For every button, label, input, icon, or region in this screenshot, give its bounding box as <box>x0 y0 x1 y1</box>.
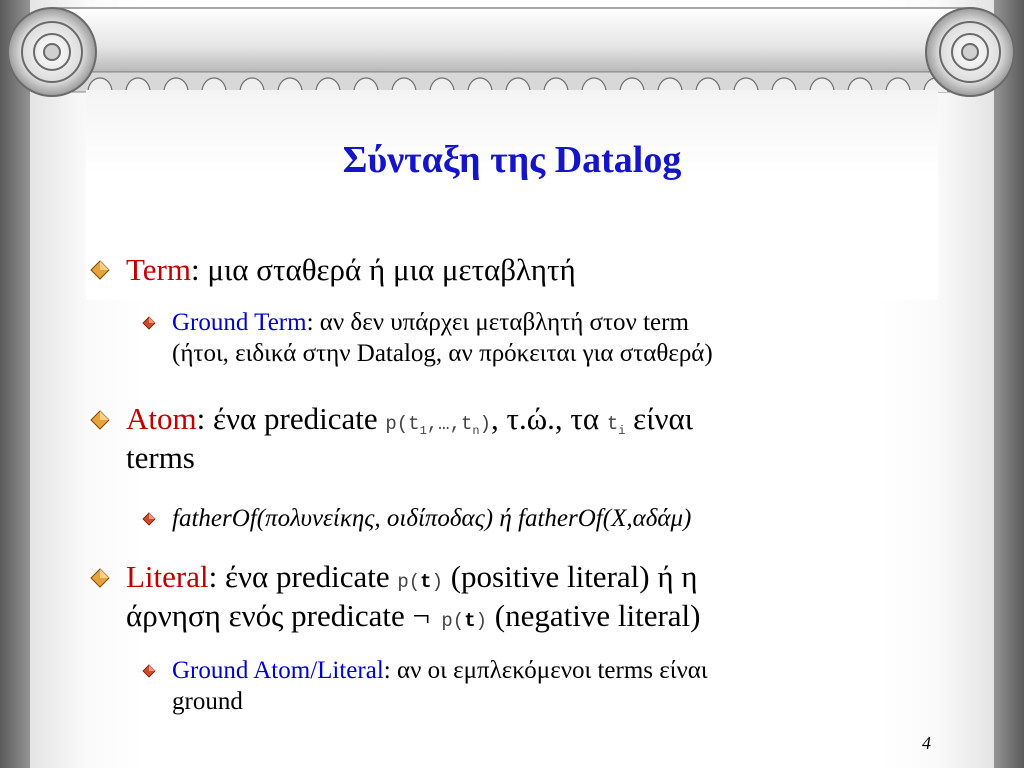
ground-atom-line2: ground <box>172 688 243 716</box>
ground-atom-line1: : αν οι εμπλεκόμενοι terms είναι <box>383 657 708 684</box>
ground-term-definition-line2: (ήτοι, ειδικά στην Datalog, αν πρόκειται για σταθερά) <box>172 340 713 368</box>
atom-text-c: είναι <box>625 401 694 436</box>
atom-label: Atom <box>126 401 197 436</box>
term-label: Term <box>126 252 191 287</box>
negation-symbol: ¬ <box>412 597 430 633</box>
literal-code-t: t <box>420 571 432 593</box>
atom-code <box>385 413 491 438</box>
diamond-bullet-icon <box>142 664 156 678</box>
slide-title: Σύνταξη της Datalog <box>342 139 682 181</box>
atom-code-t: t <box>606 413 619 435</box>
atom-code-p: p(t <box>385 413 420 435</box>
diamond-bullet-icon <box>142 512 156 526</box>
diamond-bullet-icon <box>90 410 110 430</box>
diamond-bullet-icon <box>90 260 110 280</box>
page-number: 4 <box>922 733 931 753</box>
bullet-term <box>126 251 576 290</box>
ground-term-label: Ground Term <box>172 309 307 336</box>
literal-line2-code-t: t <box>464 609 476 632</box>
bullet-literal <box>126 558 700 636</box>
atom-text-b: , τ.ώ., τα <box>491 401 607 436</box>
literal-line2-code-close: ) <box>475 609 488 632</box>
literal-label: Literal <box>126 559 209 594</box>
literal-text-b: (positive literal) ή η <box>442 559 698 594</box>
diamond-bullet-icon <box>90 568 110 588</box>
atom-text-line2: terms <box>126 439 195 475</box>
atom-code-mid: ,…,t <box>426 413 473 435</box>
ground-atom-label: Ground Atom/Literal <box>172 657 384 684</box>
bullet-atom <box>126 400 693 478</box>
diamond-bullet-icon <box>142 316 156 330</box>
literal-line2-a: άρνηση ενός predicate <box>126 597 413 633</box>
atom-code-close: ) <box>479 413 491 435</box>
bullet-atom-example: fatherOf(πολυνείκης, οιδίποδας) ή fatherOf(X,αδάμ) <box>172 505 692 532</box>
literal-code-close: ) <box>431 571 443 593</box>
literal-line2-b: (negative literal) <box>487 597 701 633</box>
atom-sub-1: 1 <box>419 423 427 438</box>
atom-sub-n: n <box>472 423 480 438</box>
bullet-ground-term <box>172 307 713 370</box>
ground-term-definition-line1: : αν δεν υπάρχει μεταβλητή στον term <box>306 309 689 336</box>
atom-sub-i: i <box>618 423 626 438</box>
literal-line2-code-p: p( <box>430 609 465 632</box>
term-definition: : μια σταθερά ή μια μεταβλητή <box>190 252 576 287</box>
atom-ti <box>606 413 626 438</box>
literal-text-a: : ένα predicate <box>208 559 398 594</box>
literal-code-p: p( <box>397 571 421 593</box>
atom-text-a: : ένα predicate <box>196 401 386 436</box>
bullet-ground-atom <box>172 655 708 718</box>
